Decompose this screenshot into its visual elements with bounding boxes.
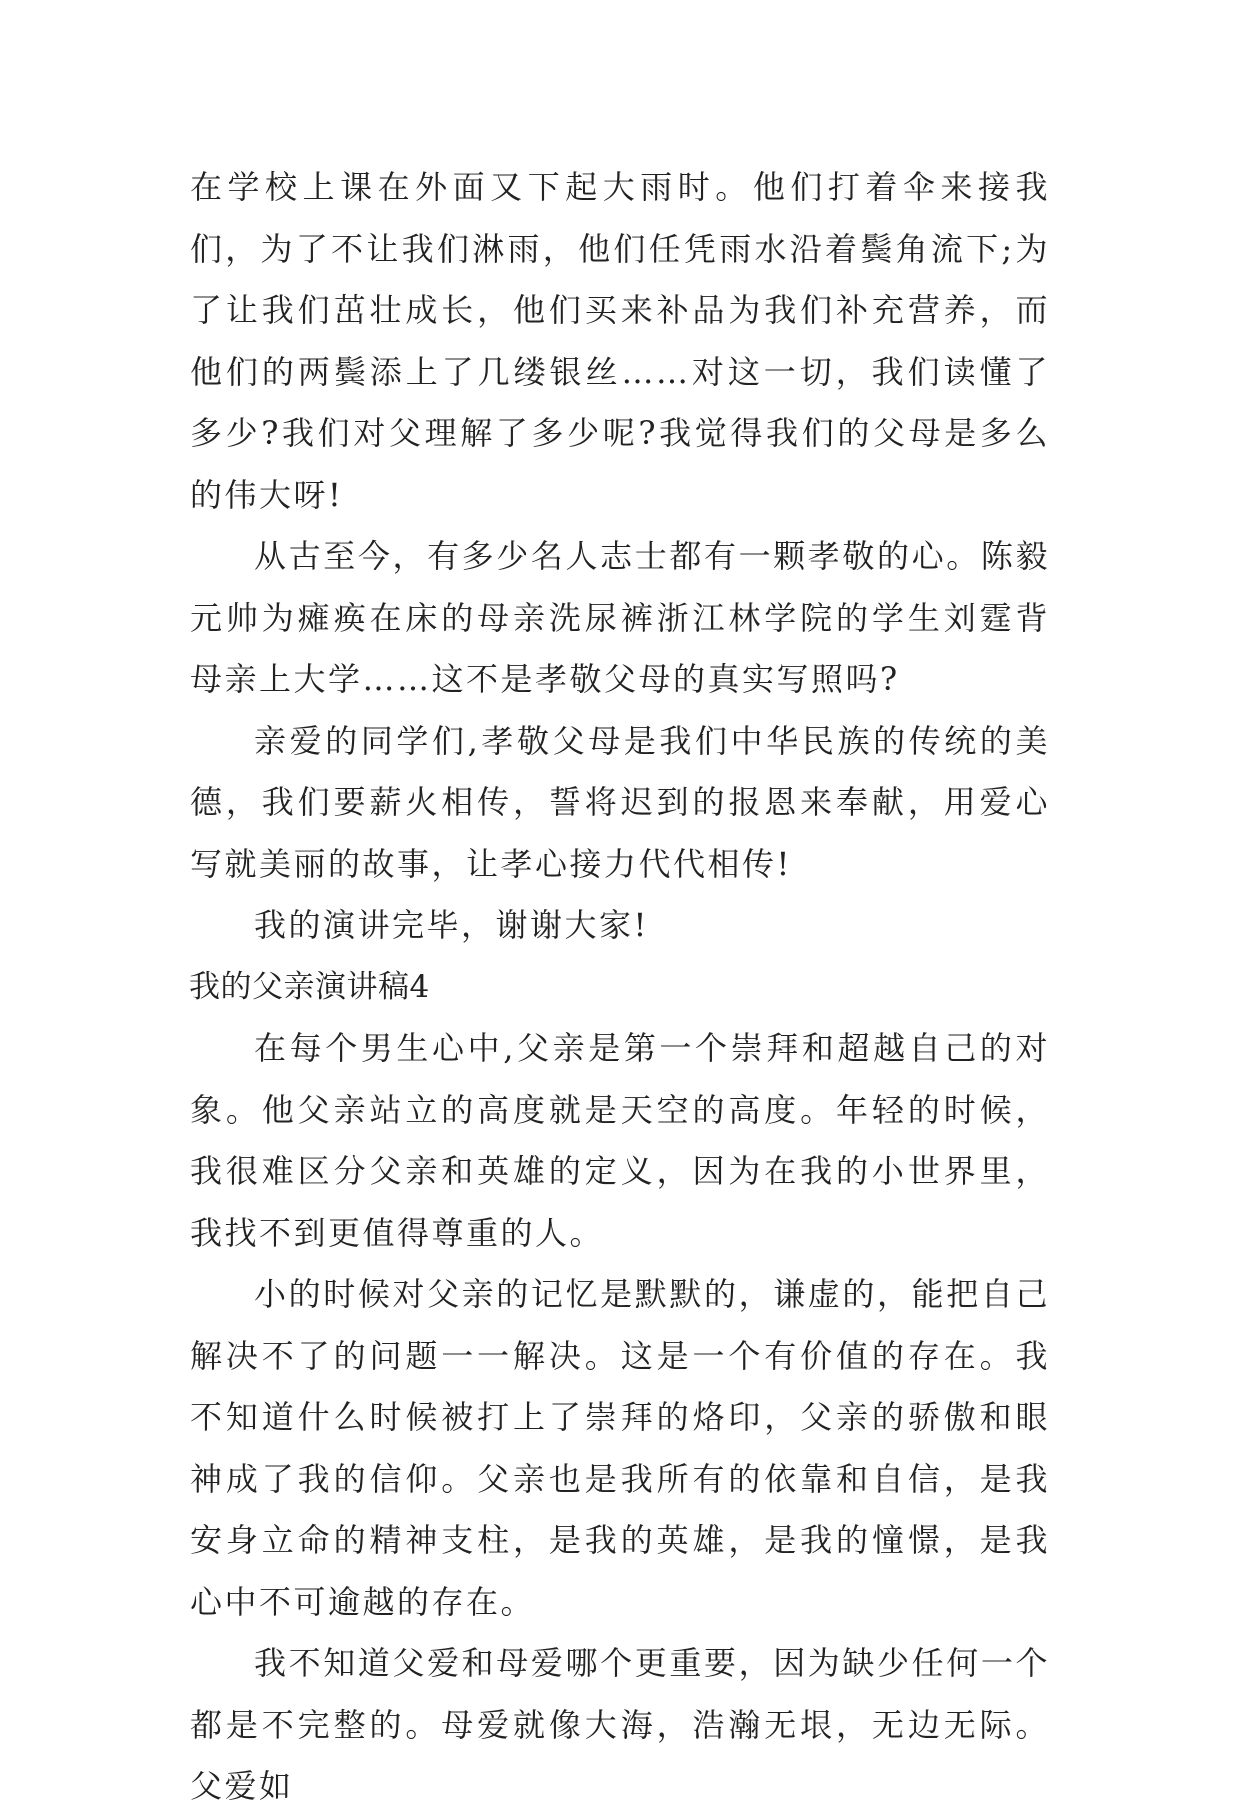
paragraph-classmates-appeal: 亲爱的同学们,孝敬父母是我们中华民族的传统的美德，我们要薪火相传，誓将迟到的报恩来奉献，用爱心写就美丽的故事，让孝心接力代代相传!	[190, 721, 1050, 883]
paragraph-parents-rain: 在学校上课在外面又下起大雨时。他们打着伞来接我们，为了不让我们淋雨，他们任凭雨水沿着鬓角流下;为了让我们茁壮成长，他们买来补品为我们补充营养，而他们的两鬓添上了几缕银丝……对这一切，我们读懂了多少?我们对父理解了多少呢?我觉得我们的父母是多么的伟大呀!	[190, 168, 1050, 514]
paragraph-closing-thanks: 我的演讲完毕，谢谢大家!	[254, 906, 649, 944]
paragraph-father-mother-love: 我不知道父爱和母爱哪个更重要，因为缺少任何一个都是不完整的。母爱就像大海，浩瀚无垠，无边无际。父爱如	[190, 1644, 1050, 1805]
paragraph-father-idol: 在每个男生心中,父亲是第一个崇拜和超越自己的对象。他父亲站立的高度就是天空的高度。年轻的时候，我很难区分父亲和英雄的定义，因为在我的小世界里，我找不到更值得尊重的人。	[190, 1029, 1050, 1252]
paragraph-historical-figures: 从古至今，有多少名人志士都有一颗孝敬的心。陈毅元帅为瘫痪在床的母亲洗尿裤浙江林学院的学生刘霆背母亲上大学……这不是孝敬父母的真实写照吗?	[190, 537, 1050, 698]
paragraph-childhood-memory: 小的时候对父亲的记忆是默默的，谦虚的，能把自己解决不了的问题一一解决。这是一个有价值的存在。我不知道什么时候被打上了崇拜的烙印，父亲的骄傲和眼神成了我的信仰。父亲也是我所有的依靠和自信，是我安身立命的精神支柱，是我的英雄，是我的憧憬，是我心中不可逾越的存在。	[190, 1275, 1050, 1621]
document-body	[190, 157, 1050, 1818]
section-heading: 我的父亲演讲稿4	[189, 968, 430, 1005]
